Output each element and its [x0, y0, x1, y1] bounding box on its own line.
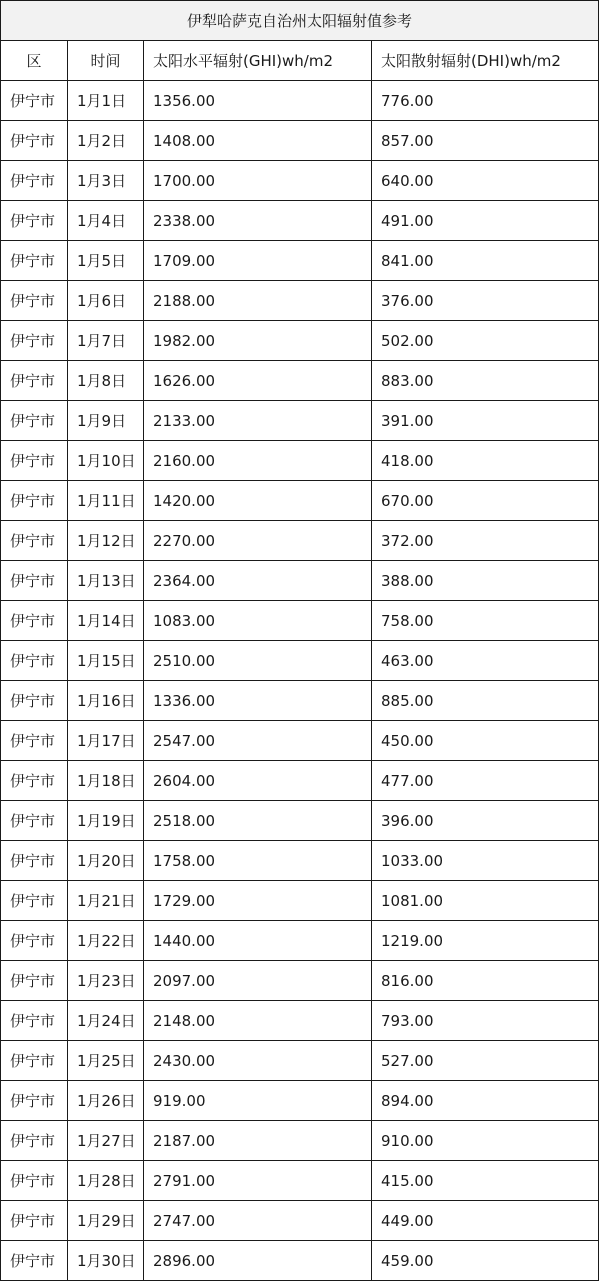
- table-title-row: [1, 1, 599, 41]
- table-row: [1, 601, 599, 641]
- table-row: [1, 1001, 599, 1041]
- date-cell: 1月19日: [68, 801, 144, 841]
- ghi-cell: 2604.00: [144, 761, 372, 801]
- table-row: [1, 121, 599, 161]
- date-cell: 1月20日: [68, 841, 144, 881]
- table-row: [1, 481, 599, 521]
- ghi-cell: 2510.00: [144, 641, 372, 681]
- date-cell: 1月27日: [68, 1121, 144, 1161]
- district-cell: 伊宁市: [1, 761, 68, 801]
- table-row: [1, 881, 599, 921]
- dhi-cell: 885.00: [372, 681, 599, 721]
- ghi-cell: 2518.00: [144, 801, 372, 841]
- table-row: [1, 1121, 599, 1161]
- district-cell: 伊宁市: [1, 521, 68, 561]
- date-cell: 1月1日: [68, 81, 144, 121]
- dhi-cell: 1219.00: [372, 921, 599, 961]
- table-row: [1, 721, 599, 761]
- district-cell: 伊宁市: [1, 841, 68, 881]
- table-row: [1, 81, 599, 121]
- ghi-cell: 919.00: [144, 1081, 372, 1121]
- table-row: [1, 441, 599, 481]
- ghi-cell: 1420.00: [144, 481, 372, 521]
- date-cell: 1月11日: [68, 481, 144, 521]
- district-cell: 伊宁市: [1, 641, 68, 681]
- dhi-cell: 477.00: [372, 761, 599, 801]
- district-cell: 伊宁市: [1, 321, 68, 361]
- ghi-cell: 1083.00: [144, 601, 372, 641]
- ghi-cell: 2187.00: [144, 1121, 372, 1161]
- district-cell: 伊宁市: [1, 81, 68, 121]
- column-header-dhi: 太阳散射辐射(DHI)wh/m2: [372, 41, 599, 81]
- date-cell: 1月30日: [68, 1241, 144, 1281]
- district-cell: 伊宁市: [1, 1081, 68, 1121]
- date-cell: 1月26日: [68, 1081, 144, 1121]
- district-cell: 伊宁市: [1, 161, 68, 201]
- date-cell: 1月23日: [68, 961, 144, 1001]
- district-cell: 伊宁市: [1, 1121, 68, 1161]
- ghi-cell: 2791.00: [144, 1161, 372, 1201]
- table-row: [1, 161, 599, 201]
- district-cell: 伊宁市: [1, 961, 68, 1001]
- ghi-cell: 1408.00: [144, 121, 372, 161]
- district-cell: 伊宁市: [1, 601, 68, 641]
- dhi-cell: 527.00: [372, 1041, 599, 1081]
- dhi-cell: 640.00: [372, 161, 599, 201]
- table-row: [1, 521, 599, 561]
- dhi-cell: 391.00: [372, 401, 599, 441]
- ghi-cell: 2097.00: [144, 961, 372, 1001]
- table-row: [1, 681, 599, 721]
- table-row: [1, 761, 599, 801]
- district-cell: 伊宁市: [1, 1201, 68, 1241]
- dhi-cell: 816.00: [372, 961, 599, 1001]
- date-cell: 1月18日: [68, 761, 144, 801]
- dhi-cell: 670.00: [372, 481, 599, 521]
- table-row: [1, 801, 599, 841]
- district-cell: 伊宁市: [1, 1041, 68, 1081]
- date-cell: 1月4日: [68, 201, 144, 241]
- district-cell: 伊宁市: [1, 801, 68, 841]
- dhi-cell: 894.00: [372, 1081, 599, 1121]
- district-cell: 伊宁市: [1, 441, 68, 481]
- ghi-cell: 1758.00: [144, 841, 372, 881]
- table-row: [1, 1201, 599, 1241]
- table-row: [1, 561, 599, 601]
- ghi-cell: 2133.00: [144, 401, 372, 441]
- ghi-cell: 2188.00: [144, 281, 372, 321]
- table-row: [1, 961, 599, 1001]
- ghi-cell: 2148.00: [144, 1001, 372, 1041]
- dhi-cell: 463.00: [372, 641, 599, 681]
- dhi-cell: 449.00: [372, 1201, 599, 1241]
- table-row: [1, 321, 599, 361]
- table-row: [1, 241, 599, 281]
- table-row: [1, 841, 599, 881]
- date-cell: 1月8日: [68, 361, 144, 401]
- table-row: [1, 921, 599, 961]
- dhi-cell: 758.00: [372, 601, 599, 641]
- date-cell: 1月22日: [68, 921, 144, 961]
- table-row: [1, 281, 599, 321]
- ghi-cell: 1982.00: [144, 321, 372, 361]
- ghi-cell: 1729.00: [144, 881, 372, 921]
- district-cell: 伊宁市: [1, 1161, 68, 1201]
- dhi-cell: 857.00: [372, 121, 599, 161]
- date-cell: 1月25日: [68, 1041, 144, 1081]
- district-cell: 伊宁市: [1, 361, 68, 401]
- dhi-cell: 459.00: [372, 1241, 599, 1281]
- date-cell: 1月15日: [68, 641, 144, 681]
- dhi-cell: 396.00: [372, 801, 599, 841]
- date-cell: 1月12日: [68, 521, 144, 561]
- date-cell: 1月3日: [68, 161, 144, 201]
- date-cell: 1月24日: [68, 1001, 144, 1041]
- ghi-cell: 2547.00: [144, 721, 372, 761]
- table-row: [1, 201, 599, 241]
- table-row: [1, 1161, 599, 1201]
- date-cell: 1月28日: [68, 1161, 144, 1201]
- ghi-cell: 2364.00: [144, 561, 372, 601]
- ghi-cell: 1709.00: [144, 241, 372, 281]
- district-cell: 伊宁市: [1, 281, 68, 321]
- date-cell: 1月17日: [68, 721, 144, 761]
- district-cell: 伊宁市: [1, 681, 68, 721]
- table-header-row: [1, 41, 599, 81]
- ghi-cell: 1356.00: [144, 81, 372, 121]
- dhi-cell: 450.00: [372, 721, 599, 761]
- dhi-cell: 415.00: [372, 1161, 599, 1201]
- date-cell: 1月6日: [68, 281, 144, 321]
- date-cell: 1月10日: [68, 441, 144, 481]
- ghi-cell: 2270.00: [144, 521, 372, 561]
- dhi-cell: 1081.00: [372, 881, 599, 921]
- table-row: [1, 1041, 599, 1081]
- column-header-time: 时间: [68, 41, 144, 81]
- column-header-district: 区: [1, 41, 68, 81]
- district-cell: 伊宁市: [1, 201, 68, 241]
- table-body: [1, 81, 599, 1281]
- district-cell: 伊宁市: [1, 481, 68, 521]
- ghi-cell: 1440.00: [144, 921, 372, 961]
- dhi-cell: 883.00: [372, 361, 599, 401]
- ghi-cell: 2160.00: [144, 441, 372, 481]
- district-cell: 伊宁市: [1, 401, 68, 441]
- date-cell: 1月2日: [68, 121, 144, 161]
- dhi-cell: 491.00: [372, 201, 599, 241]
- dhi-cell: 418.00: [372, 441, 599, 481]
- ghi-cell: 1626.00: [144, 361, 372, 401]
- ghi-cell: 1700.00: [144, 161, 372, 201]
- dhi-cell: 776.00: [372, 81, 599, 121]
- district-cell: 伊宁市: [1, 881, 68, 921]
- table-row: [1, 1241, 599, 1281]
- dhi-cell: 910.00: [372, 1121, 599, 1161]
- table-title: 伊犁哈萨克自治州太阳辐射值参考: [1, 1, 599, 41]
- table-row: [1, 401, 599, 441]
- dhi-cell: 841.00: [372, 241, 599, 281]
- column-header-ghi: 太阳水平辐射(GHI)wh/m2: [144, 41, 372, 81]
- table-row: [1, 641, 599, 681]
- district-cell: 伊宁市: [1, 921, 68, 961]
- dhi-cell: 388.00: [372, 561, 599, 601]
- date-cell: 1月5日: [68, 241, 144, 281]
- date-cell: 1月16日: [68, 681, 144, 721]
- dhi-cell: 376.00: [372, 281, 599, 321]
- district-cell: 伊宁市: [1, 561, 68, 601]
- table-row: [1, 361, 599, 401]
- dhi-cell: 793.00: [372, 1001, 599, 1041]
- date-cell: 1月7日: [68, 321, 144, 361]
- dhi-cell: 1033.00: [372, 841, 599, 881]
- district-cell: 伊宁市: [1, 1001, 68, 1041]
- ghi-cell: 2430.00: [144, 1041, 372, 1081]
- district-cell: 伊宁市: [1, 241, 68, 281]
- district-cell: 伊宁市: [1, 1241, 68, 1281]
- date-cell: 1月13日: [68, 561, 144, 601]
- ghi-cell: 2338.00: [144, 201, 372, 241]
- district-cell: 伊宁市: [1, 721, 68, 761]
- date-cell: 1月14日: [68, 601, 144, 641]
- dhi-cell: 372.00: [372, 521, 599, 561]
- table-row: [1, 1081, 599, 1121]
- date-cell: 1月29日: [68, 1201, 144, 1241]
- district-cell: 伊宁市: [1, 121, 68, 161]
- dhi-cell: 502.00: [372, 321, 599, 361]
- ghi-cell: 2747.00: [144, 1201, 372, 1241]
- date-cell: 1月21日: [68, 881, 144, 921]
- ghi-cell: 2896.00: [144, 1241, 372, 1281]
- ghi-cell: 1336.00: [144, 681, 372, 721]
- date-cell: 1月9日: [68, 401, 144, 441]
